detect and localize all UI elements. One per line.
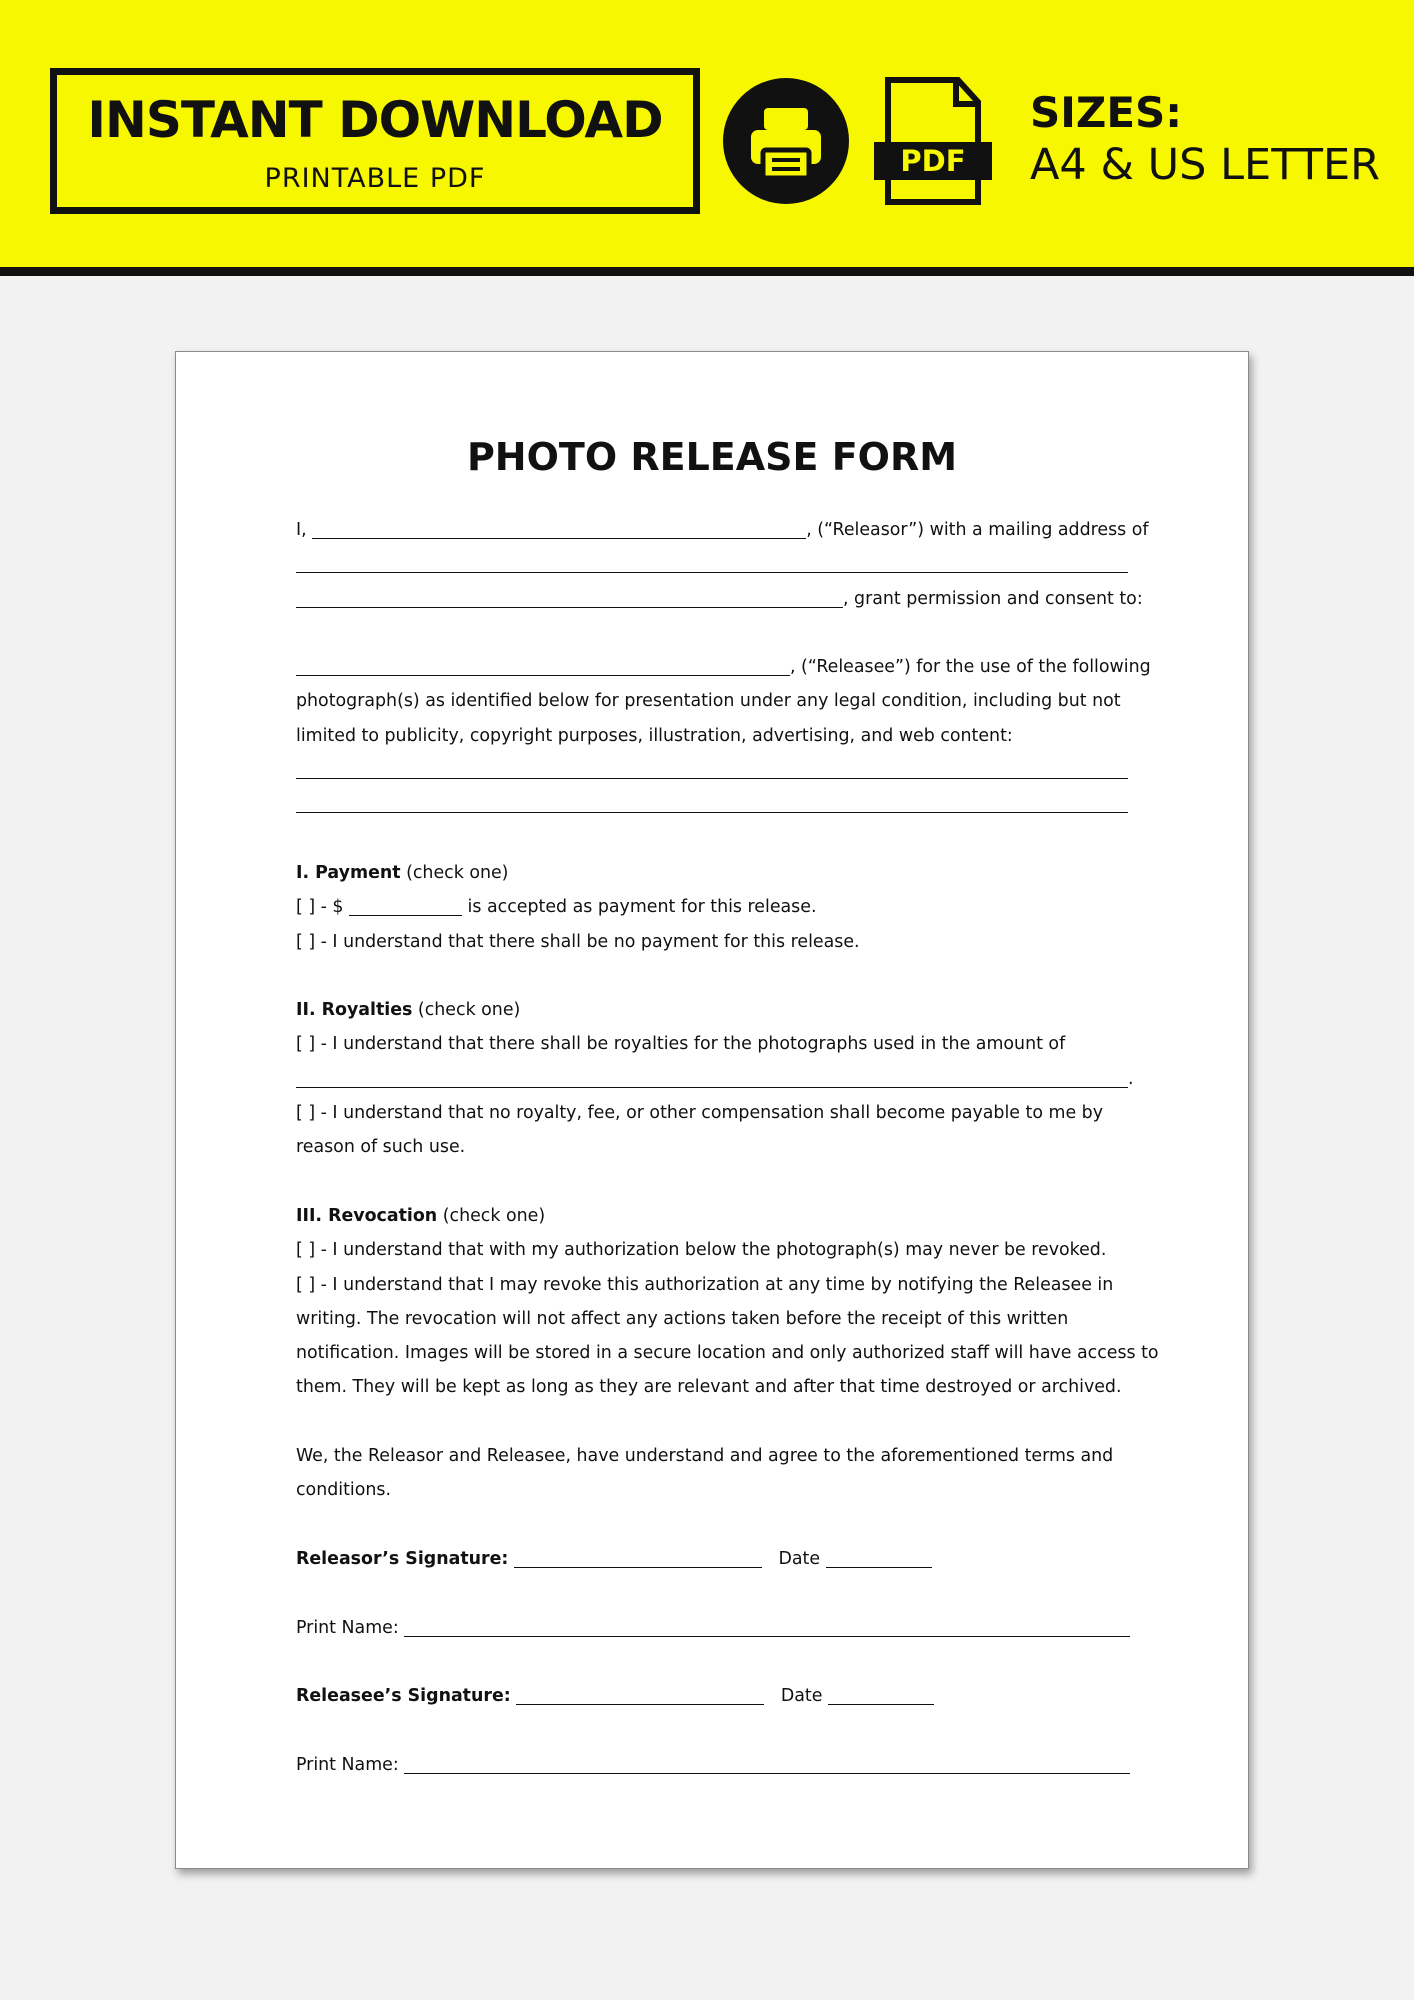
revocation-option-2-line-2: writing. The revocation will not affect any actions taken before the receipt of this written [296, 1308, 1069, 1329]
payment-heading-line [296, 856, 1136, 890]
releasor-date-label: Date [778, 1548, 821, 1569]
agreement-line-2: conditions. [296, 1480, 391, 1501]
releasee-signature-field[interactable] [516, 1682, 764, 1705]
releasor-suffix: , (“Releasor”) with a mailing address of [806, 520, 1149, 540]
intro-line-address [296, 547, 1136, 581]
intro-line-2: photograph(s) as identified below for presentation under any legal condition, including but not [296, 691, 1121, 712]
revocation-heading-line [296, 1199, 1136, 1233]
releasor-name-field[interactable] [312, 516, 806, 539]
releasee-print-name-field[interactable] [404, 1751, 1130, 1774]
payment-option-1-suffix: is accepted as payment for this release. [462, 897, 817, 918]
photo-description-line-2 [296, 787, 1136, 821]
releasor-print-name-label: Print Name: [296, 1617, 399, 1638]
releasee-signature-line [296, 1679, 1136, 1713]
photo-description-field-2[interactable] [296, 790, 1128, 813]
printer-icon [723, 78, 849, 204]
intro-line-grant [296, 582, 1143, 616]
releasor-print-name-line [296, 1611, 1136, 1645]
payment-option-1-prefix: [ ] - $ [296, 897, 350, 918]
mailing-address-field[interactable] [296, 550, 1128, 573]
pdf-label: PDF [900, 144, 966, 178]
grant-suffix: , grant permission and consent to: [843, 588, 1143, 609]
revocation-option-2-line-4: them. They will be kept as long as they are relevant and after that time destroyed or archived. [296, 1377, 1122, 1398]
intro-line-releasee [296, 650, 1151, 684]
agreement-line-1: We, the Releasor and Releasee, have understand and agree to the aforementioned terms and [296, 1446, 1114, 1467]
royalties-option-2[interactable]: [ ] - I understand that no royalty, fee, or other compensation shall become payable to me by [296, 1103, 1104, 1124]
releasee-suffix: , (“Releasee”) for the use of the following [790, 657, 1151, 678]
royalties-option-1[interactable]: [ ] - I understand that there shall be royalties for the photographs used in the amount of [296, 1034, 1066, 1055]
mailing-address-field-2[interactable] [296, 585, 843, 608]
intro-line-3: limited to publicity, copyright purposes, illustration, advertising, and web content: [296, 725, 1013, 746]
photo-description-line-1 [296, 753, 1136, 787]
releasor-date-field[interactable] [826, 1545, 932, 1568]
revocation-option-2[interactable]: [ ] - I understand that I may revoke this authorization at any time by notifying the Releasee in [296, 1274, 1114, 1295]
releasee-date-label: Date [780, 1686, 823, 1707]
releasee-date-field[interactable] [828, 1682, 934, 1705]
revocation-heading: III. Revocation [296, 1205, 438, 1226]
badge-title: INSTANT DOWNLOAD [87, 91, 663, 149]
royalties-note: (check one) [412, 1000, 521, 1021]
releasor-signature-line [296, 1542, 1136, 1576]
form-title: PHOTO RELEASE FORM [466, 435, 958, 479]
payment-heading: I. Payment [296, 862, 401, 883]
releasor-print-name-field[interactable] [404, 1614, 1130, 1637]
revocation-note: (check one) [437, 1205, 546, 1226]
form-body [296, 513, 1159, 1782]
photo-description-field-1[interactable] [296, 756, 1128, 779]
releasor-signature-label: Releasor’s Signature: [296, 1548, 509, 1569]
pdf-file-icon [872, 76, 994, 206]
royalties-option-2-cont: reason of such use. [296, 1137, 466, 1158]
releasee-print-name-line [296, 1748, 1136, 1782]
sizes-label: SIZES: [1030, 88, 1183, 137]
revocation-option-1[interactable]: [ ] - I understand that with my authorization below the photograph(s) may never be revoked. [296, 1240, 1107, 1261]
payment-option-1[interactable] [296, 890, 1136, 924]
royalties-amount-field[interactable] [296, 1065, 1128, 1088]
header-banner [0, 0, 1414, 276]
royalties-heading-line [296, 993, 1136, 1027]
form-page [175, 351, 1249, 1869]
payment-amount-field[interactable] [349, 893, 462, 916]
royalties-heading: II. Royalties [296, 1000, 413, 1021]
releasee-signature-label: Releasee’s Signature: [296, 1686, 511, 1707]
instant-download-badge [50, 68, 700, 214]
releasee-name-field[interactable] [296, 653, 790, 676]
sizes-value: A4 & US LETTER [1030, 140, 1381, 190]
royalties-amount-end: . [1128, 1068, 1134, 1089]
badge-subtitle: PRINTABLE PDF [264, 163, 486, 194]
revocation-option-2-line-3: notification. Images will be stored in a secure location and only authorized staff will have access to [296, 1343, 1159, 1364]
releasee-print-name-label: Print Name: [296, 1754, 399, 1775]
intro-i-prefix: I, [296, 520, 307, 540]
royalties-amount-line [296, 1062, 1136, 1096]
payment-note: (check one) [400, 862, 509, 883]
intro-line-releasor [296, 513, 1149, 547]
payment-option-2[interactable]: [ ] - I understand that there shall be no payment for this release. [296, 931, 860, 952]
releasor-signature-field[interactable] [514, 1545, 762, 1568]
